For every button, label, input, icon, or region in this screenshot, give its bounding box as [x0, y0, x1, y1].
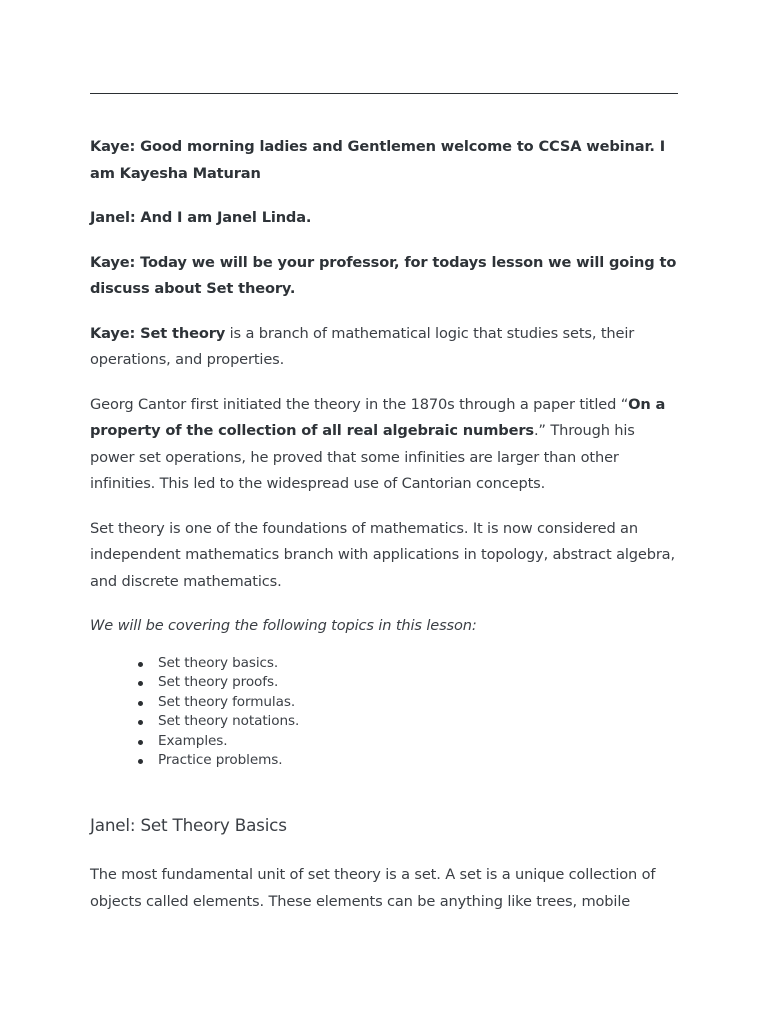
list-item: Set theory basics. [158, 654, 678, 674]
definition-text: is a branch of mathematical logic that studies sets, their operations, and properties. [90, 324, 635, 368]
dialogue-line-3: Kaye: Today we will be your professor, for todays lesson we will going to discuss about Set theory. [90, 253, 677, 297]
list-item: Set theory notations. [158, 712, 678, 732]
foundations-paragraph: Set theory is one of the foundations of mathematics. It is now considered an independent mathematics branch with applications in topology, abstract algebra, and discrete mathematics. [90, 519, 675, 590]
cantor-paragraph [90, 392, 678, 498]
section-body: The most fundamental unit of set theory is a set. A set is a unique collection of objects called elements. These elements can be anything like trees, mobile [90, 866, 656, 910]
topics-list [90, 654, 678, 772]
top-divider [90, 93, 678, 94]
definition-lead: Kaye: Set theory [90, 324, 226, 342]
section-heading: Janel: Set Theory Basics [90, 815, 287, 836]
cantor-text-after: .” Through his power set operations, he proved that some infinities are larger than other infinities. This led to the widespread use of Cantorian concepts. [90, 422, 635, 492]
set-theory-definition [90, 321, 678, 374]
topics-intro: We will be covering the following topics in this lesson: [90, 617, 477, 634]
list-item: Set theory formulas. [158, 693, 678, 713]
dialogue-line-1: Kaye: Good morning ladies and Gentlemen welcome to CCSA webinar. I am Kayesha Maturan [90, 138, 666, 182]
cantor-paper-title: On a property of the collection of all real algebraic numbers [90, 395, 666, 439]
dialogue-line-2: Janel: And I am Janel Linda. [90, 209, 312, 226]
list-item: Examples. [158, 732, 678, 752]
document-body [90, 134, 678, 933]
list-item: Practice problems. [158, 751, 678, 771]
cantor-text-before: Georg Cantor first initiated the theory in the 1870s through a paper titled “ [90, 395, 629, 413]
list-item: Set theory proofs. [158, 673, 678, 693]
